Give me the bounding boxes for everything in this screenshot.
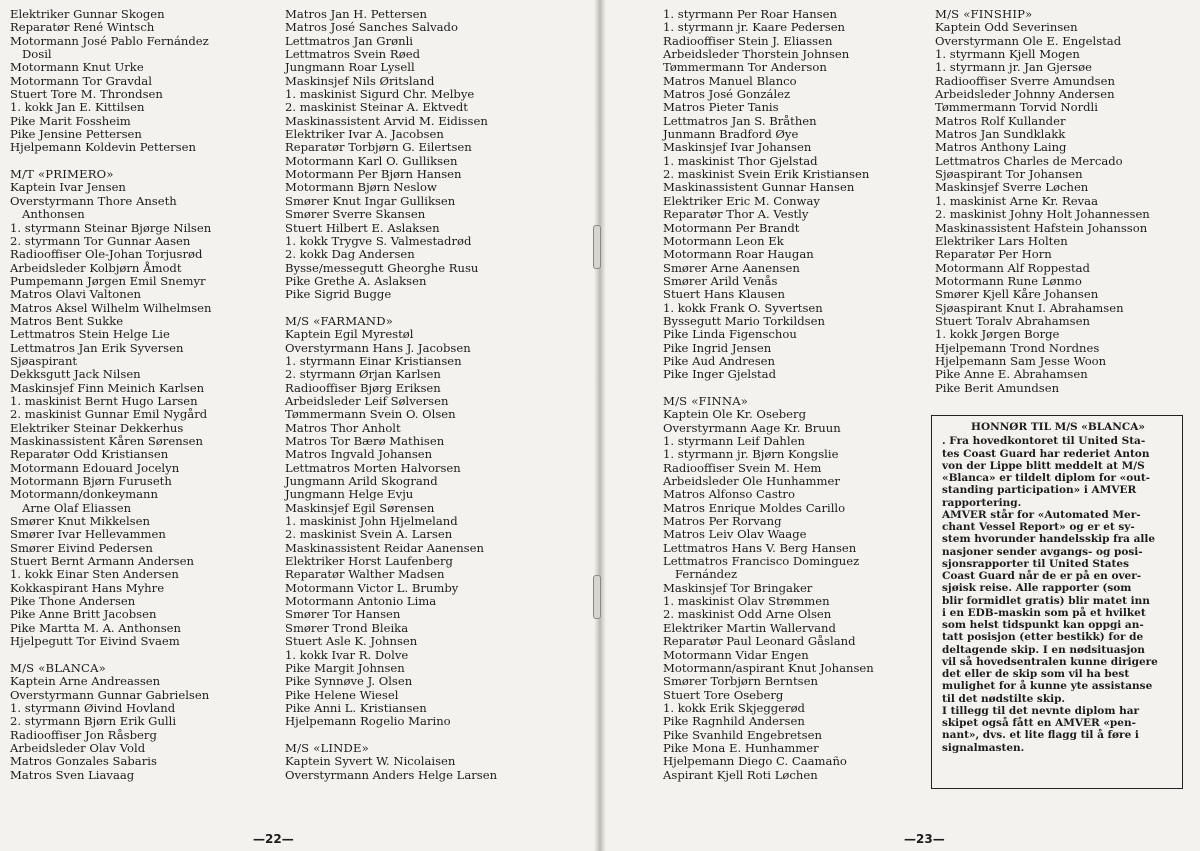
crew-entry: Hjelpemann Rogelio Marino [285,714,451,729]
crew-entry: Hjelpemann Koldevin Pettersen [10,140,196,155]
crew-entry: Bysse/messegutt Gheorghe Rusu [285,260,479,275]
crew-entry: Reparatør Thor A. Vestly [663,207,809,222]
crew-entry: 1. styrmann Leif Dahlen [663,434,805,448]
crew-entry: Maskinsjef Nils Øritsland [285,73,435,88]
crew-entry: Maskinsjef Finn Meinich Karlsen [10,380,205,395]
crew-entry: Hjelpemann Diego C. Caamaño [663,754,847,769]
crew-entry: Motormann Bjørn Furuseth [10,474,172,489]
crew-entry: Tømmermann Svein O. Olsen [285,407,456,422]
crew-entry: Motormann Roar Haugan [663,247,814,262]
crew-entry: 1. styrmann jr. Kaare Pedersen [663,20,846,35]
crew-entry: 1. maskinist Bernt Hugo Larsen [10,393,198,408]
crew-entry: Kaptein Odd Severinsen [935,20,1078,35]
ship-heading: M/S «BLANCA» [10,660,106,675]
crew-entry: Pike Grethe A. Aslaksen [285,273,427,288]
crew-entry: Pike Martta M. A. Anthonsen [10,620,181,635]
crew-entry: Matros Jan H. Pettersen [285,7,427,21]
crew-entry: Pike Anni L. Kristiansen [285,700,427,715]
crew-entry: Matros Alfonso Castro [663,487,795,502]
crew-entry: Matros Manuel Blanco [663,73,797,88]
crew-entry: Lettmatros Hans V. Berg Hansen [663,540,857,555]
crew-entry: Lettmatros Jan Erik Syversen [10,340,184,355]
crew-entry: Matros Leiv Olav Waage [663,527,807,542]
crew-entry: Matros Sven Liavaag [10,767,135,782]
honor-notice-line: von der Lippe blitt meddelt at M/S [942,459,1145,472]
section-spacer [663,382,874,395]
page-number-right: —23— [904,832,945,846]
ship-heading: M/S «LINDE» [285,740,369,755]
crew-entry: Sjøaspirant Tor Johansen [935,167,1083,182]
crew-entry: Lettmatros Svein Røed [285,47,421,62]
crew-entry: Motormann Karl O. Gulliksen [285,153,458,168]
crew-entry: Matros Anthony Laing [935,140,1067,155]
ship-heading: M/T «PRIMERO» [10,167,114,182]
ship-heading: M/S «FARMAND» [285,313,394,328]
staple-bottom [593,575,601,619]
crew-entry: Hjelpegutt Tor Eivind Svaem [10,634,180,649]
section-spacer [285,302,497,315]
crew-entry: Matros Enrique Moldes Carillo [663,500,846,515]
crew-entry: Radiooffiser Stein J. Eliassen [663,33,833,48]
crew-entry: Maskinsjef Egil Sørensen [285,500,435,515]
honor-notice-line: vil så hovedsentralen kunne dirigere [942,655,1158,668]
honor-notice-line: det eller de skip som vil ha best [942,668,1130,680]
crew-entry: 2. maskinist Steinar A. Ektvedt [285,100,468,115]
honor-notice-line: rapportering. [942,496,1022,509]
crew-entry: Motormann Vidar Engen [663,647,809,662]
crew-entry: Overstyrmann Thore Anseth [10,193,177,208]
crew-entry: Kokkaspirant Hans Myhre [10,580,165,595]
crew-entry: Elektriker Horst Laufenberg [285,554,453,569]
crew-entry: Maskinassistent Hafstein Johansson [935,220,1148,235]
crew-entry: Matros Ingvald Johansen [285,447,433,462]
honor-notice-box [931,415,1183,789]
crew-entry: Overstyrmann Ole E. Engelstad [935,33,1122,48]
crew-entry: Pike Margit Johnsen [285,660,405,675]
crew-entry: 1. styrmann Kjell Mogen [935,47,1080,62]
honor-notice-line: i en EDB-maskin som på et hvilket [942,606,1146,619]
crew-entry: Arne Olaf Eliassen [22,500,132,515]
crew-entry: Overstyrmann Gunnar Gabrielsen [10,687,210,702]
crew-entry: Motormann José Pablo Fernández [10,33,209,48]
crew-entry: Dekksgutt Jack Nilsen [10,367,141,382]
crew-entry: Tømmermann Tor Anderson [663,60,827,75]
crew-entry: Motormann Per Bjørn Hansen [285,167,462,182]
crew-entry: 1. kokk Jan E. Kittilsen [10,100,145,115]
crew-entry: Lettmatros Charles de Mercado [935,153,1123,168]
crew-entry: Arbeidsleder Thorstein Johnsen [663,47,850,62]
crew-entry: Radiooffiser Sverre Amundsen [935,73,1115,88]
crew-entry: Maskinsjef Ivar Johansen [663,140,812,155]
crew-entry: Reparatør René Wintsch [10,20,155,35]
crew-entry: Tømmermann Torvid Nordli [935,100,1098,115]
crew-entry: 2. styrmann Ørjan Karlsen [285,367,441,382]
crew-entry: Motormann/aspirant Knut Johansen [663,660,874,675]
crew-entry: Stuert Tore M. Throndsen [10,87,163,102]
honor-notice-line: blir formidlet gratis) blir matet inn [942,594,1150,607]
crew-entry: Matros José Sanches Salvado [285,20,458,35]
section-spacer [285,729,497,742]
crew-entry: Smører Torbjørn Berntsen [663,674,818,689]
crew-entry: Reparatør Paul Leonard Gåsland [663,634,856,649]
crew-entry: Motormann Victor L. Brumby [285,580,459,595]
crew-entry: Pike Anne E. Abrahamsen [935,367,1088,382]
crew-column-2 [285,8,497,782]
crew-entry: 1. styrmann Einar Kristiansen [285,353,462,368]
crew-entry: Smører Trond Bleika [285,620,409,635]
crew-entry: 1. maskinist Arne Kr. Revaa [935,193,1098,208]
crew-entry: Matros Per Rorvang [663,514,782,529]
crew-entry: Matros Tor Bærø Mathisen [285,434,445,448]
crew-entry: 2. maskinist Johny Holt Johannessen [935,207,1150,222]
crew-entry: 2. kokk Dag Andersen [285,247,415,262]
honor-notice-line: AMVER står for «Automated Mer- [942,508,1141,521]
honor-notice-line: til det nødstilte skip. [942,692,1066,705]
crew-entry: Motormann Rune Lønmo [935,273,1082,288]
booklet-gutter [594,0,606,851]
crew-entry: Elektriker Eric M. Conway [663,193,820,208]
crew-entry: Smører Arne Aanensen [663,260,800,275]
crew-entry: Pike Jensine Pettersen [10,127,142,142]
crew-entry: 2. styrmann Tor Gunnar Aasen [10,233,191,248]
crew-entry: Lettmatros Jan S. Bråthen [663,113,817,128]
crew-entry: 1. maskinist Thor Gjelstad [663,153,818,168]
crew-entry: 2. styrmann Bjørn Erik Gulli [10,714,177,729]
crew-entry: Arbeidsleder Ole Hunhammer [663,474,840,489]
crew-entry: Stuert Bernt Armann Andersen [10,554,194,569]
crew-entry: 1. styrmann jr. Jan Gjersøe [935,60,1092,75]
ship-heading: M/S «FINNA» [663,393,749,408]
crew-entry: Radiooffiser Ole-Johan Torjusrød [10,247,203,262]
crew-entry: Hjelpemann Trond Nordnes [935,340,1100,355]
crew-entry: Pike Berit Amundsen [935,380,1060,395]
crew-entry: Pumpemann Jørgen Emil Snemyr [10,273,206,288]
crew-entry: 2. maskinist Svein Erik Kristiansen [663,167,870,182]
section-spacer [10,155,211,168]
crew-entry: Stuert Hilbert E. Aslaksen [285,220,440,235]
crew-entry: Arbeidsleder Leif Sølversen [285,393,449,408]
crew-entry: Overstyrmann Hans J. Jacobsen [285,340,471,355]
crew-entry: Pike Aud Andresen [663,353,775,368]
crew-entry: Kaptein Egil Myrestøl [285,327,414,342]
crew-entry: Sjøaspirant [10,353,78,368]
page-number-left: —22— [253,832,294,846]
honor-notice-line: deltagende skip. I en nødsituasjon [942,643,1145,656]
crew-entry: Smører Sverre Skansen [285,207,426,222]
crew-entry: Overstyrmann Anders Helge Larsen [285,767,498,782]
crew-entry: Kaptein Syvert W. Nicolaisen [285,754,456,769]
crew-entry: Pike Mona E. Hunhammer [663,740,819,755]
crew-entry: Reparatør Walther Madsen [285,567,445,582]
crew-entry: Pike Ingrid Jensen [663,340,772,355]
crew-column-1 [10,8,211,782]
crew-entry: Smører Arild Venås [663,273,778,288]
crew-entry: Aspirant Kjell Roti Løchen [663,767,818,782]
crew-entry: Motormann Antonio Lima [285,594,437,609]
crew-entry: Matros Jan Sundklakk [935,127,1066,142]
staple-top [593,225,601,269]
crew-entry: Pike Inger Gjelstad [663,367,777,382]
crew-entry: 1. styrmann Per Roar Hansen [663,7,837,21]
section-spacer [10,649,211,662]
crew-entry: Elektriker Martin Wallervand [663,620,836,635]
honor-notice-line: nant», dvs. et lite flagg til å føre i [942,729,1139,742]
honor-notice-line: chant Vessel Report» og er et sy- [942,521,1135,533]
crew-entry: Matros Olavi Valtonen [10,287,142,302]
honor-notice-line: som helst tidspunkt kan oppgi an- [942,619,1144,631]
crew-entry: Fernández [675,567,738,582]
crew-entry: Matros Aksel Wilhelm Wilhelmsen [10,300,212,315]
crew-entry: Motormann/donkeymann [10,487,158,502]
honor-notice-line: I tillegg til det nevnte diplom har [942,704,1140,717]
crew-entry: Motormann Edouard Jocelyn [10,460,180,475]
crew-column-3 [663,8,874,782]
crew-entry: Stuert Tore Oseberg [663,687,784,702]
crew-entry: Maskinsjef Tor Bringaker [663,580,813,595]
crew-entry: Stuert Hans Klausen [663,287,785,302]
crew-entry: Elektriker Gunnar Skogen [10,7,165,21]
crew-entry: Maskinassistent Reidar Aanensen [285,540,484,555]
crew-entry: Lettmatros Morten Halvorsen [285,460,461,475]
crew-entry: Matros José González [663,87,791,102]
honor-notice-line: mulighet for å kunne yte assistanse [942,680,1153,693]
honor-notice-line: standing participation» i AMVER [942,484,1137,497]
crew-entry: Reparatør Odd Kristiansen [10,447,169,462]
crew-entry: Smører Tor Hansen [285,607,401,622]
honor-notice-line: tatt posisjon (etter bestikk) for de [942,631,1144,644]
crew-entry: 2. maskinist Odd Arne Olsen [663,607,832,622]
crew-entry: Kaptein Arne Andreassen [10,674,161,689]
crew-entry: Stuert Asle K. Johnsen [285,634,418,649]
crew-entry: Motormann Leon Ek [663,233,784,248]
crew-entry: Smører Eivind Pedersen [10,540,153,555]
crew-entry: Elektriker Lars Holten [935,233,1068,248]
crew-entry: Motormann Alf Roppestad [935,260,1090,275]
ship-heading: M/S «FINSHIP» [935,7,1033,21]
honor-notice-title: HONNØR TIL M/S «BLANCA» [971,421,1145,433]
crew-entry: Jungmann Roar Lysell [285,60,415,75]
crew-entry: Pike Sigrid Bugge [285,287,392,302]
crew-entry: Pike Marit Fossheim [10,113,131,128]
crew-entry: 1. kokk Frank O. Syvertsen [663,300,823,315]
honor-notice-line: . Fra hovedkontoret til United Sta- [942,435,1146,448]
honor-notice-line: sjonsrapporter til United States [942,557,1130,570]
crew-entry: 2. maskinist Svein A. Larsen [285,527,453,542]
crew-entry: Hjelpemann Sam Jesse Woon [935,353,1107,368]
crew-entry: Smører Ivar Hellevammen [10,527,166,542]
honor-notice-line: nasjoner sender avgangs- og posi- [942,545,1143,558]
crew-entry: Kaptein Ivar Jensen [10,180,126,195]
crew-entry: Lettmatros Jan Grønli [285,33,413,48]
crew-entry: Motormann Bjørn Neslow [285,180,437,195]
crew-entry: Jungmann Arild Skogrand [285,474,438,489]
crew-entry: Reparatør Torbjørn G. Eilertsen [285,140,472,155]
crew-entry: Junmann Bradford Øye [663,127,799,142]
honor-notice-line: stem hvorunder handelsskip fra alle [942,533,1156,546]
honor-notice-line: Coast Guard når de er på en over- [942,570,1142,582]
crew-entry: Arbeidsleder Johnny Andersen [935,87,1115,102]
crew-entry: Elektriker Steinar Dekkerhus [10,420,184,435]
crew-entry: Pike Helene Wiesel [285,687,399,702]
honor-notice-body [942,435,1174,754]
crew-entry: 1. maskinist Sigurd Chr. Melbye [285,87,475,102]
crew-entry: Pike Ragnhild Andersen [663,714,805,729]
crew-entry: Maskinassistent Kåren Sørensen [10,434,203,448]
crew-entry: Matros Thor Anholt [285,420,401,435]
crew-entry: Arbeidsleder Olav Vold [10,740,146,755]
crew-entry: Lettmatros Francisco Dominguez [663,554,860,569]
crew-entry: Overstyrmann Aage Kr. Bruun [663,420,841,435]
crew-entry: Jungmann Helge Evju [285,487,414,502]
crew-entry: Smører Kjell Kåre Johansen [935,287,1099,302]
crew-entry: 1. maskinist Olav Strømmen [663,594,830,609]
crew-entry: Reparatør Per Horn [935,247,1052,262]
honor-notice-line: skipet også fått en AMVER «pen- [942,717,1136,729]
crew-entry: Arbeidsleder Kolbjørn Åmodt [10,260,182,275]
honor-notice-line: signalmasten. [942,741,1025,754]
crew-entry: Pike Thone Andersen [10,594,136,609]
crew-entry: Smører Knut Mikkelsen [10,514,150,529]
honor-notice-line: «Blanca» er tildelt diplom for «out- [942,472,1151,484]
crew-entry: Radiooffiser Svein M. Hem [663,460,822,475]
crew-entry: 1. kokk Trygve S. Valmestadrød [285,233,472,248]
crew-entry: Matros Rolf Kullander [935,113,1066,128]
crew-entry: Matros Pieter Tanis [663,100,779,115]
crew-entry: Stuert Toralv Abrahamsen [935,313,1090,328]
crew-entry: Sjøaspirant Knut I. Abrahamsen [935,300,1124,315]
crew-entry: Lettmatros Stein Helge Lie [10,327,170,342]
crew-column-4 [935,8,1150,395]
crew-entry: 1. kokk Ivar R. Dolve [285,647,409,662]
crew-entry: 2. maskinist Gunnar Emil Nygård [10,407,208,422]
crew-entry: Maskinassistent Arvid M. Eidissen [285,113,488,128]
crew-entry: 1. styrmann Øivind Hovland [10,700,176,715]
crew-entry: Motormann Tor Gravdal [10,73,152,88]
crew-entry: Matros Bent Sukke [10,313,124,328]
crew-entry: Smører Knut Ingar Gulliksen [285,193,456,208]
crew-entry: 1. styrmann Steinar Bjørge Nilsen [10,220,212,235]
crew-entry: Motormann Per Brandt [663,220,800,235]
crew-entry: Matros Gonzales Sabaris [10,754,157,769]
crew-entry: Pike Svanhild Engebretsen [663,727,822,742]
crew-entry: 1. kokk Jørgen Borge [935,327,1060,342]
crew-entry: Pike Synnøve J. Olsen [285,674,413,689]
crew-entry: Maskinassistent Gunnar Hansen [663,180,855,195]
crew-entry: Pike Linda Figenschou [663,327,797,342]
crew-entry: Byssegutt Mario Torkildsen [663,313,825,328]
crew-entry: Kaptein Ole Kr. Oseberg [663,407,806,422]
crew-entry: 1. kokk Einar Sten Andersen [10,567,179,582]
crew-entry: 1. styrmann jr. Bjørn Kongslie [663,447,839,462]
crew-entry: Maskinsjef Sverre Løchen [935,180,1089,195]
crew-entry: 1. maskinist John Hjelmeland [285,514,458,529]
crew-entry: Anthonsen [22,207,85,222]
crew-entry: Elektriker Ivar A. Jacobsen [285,127,444,142]
crew-entry: Motormann Knut Urke [10,60,144,75]
honor-notice-line: tes Coast Guard har rederiet Anton [942,447,1150,460]
crew-entry: Pike Anne Britt Jacobsen [10,607,157,622]
crew-entry: 1. kokk Erik Skjeggerød [663,700,805,715]
crew-entry: Radiooffiser Bjørg Eriksen [285,380,441,395]
crew-entry: Radiooffiser Jon Råsberg [10,727,157,742]
honor-notice-line: sjøisk reise. Alle rapporter (som [942,582,1132,595]
crew-entry: Dosil [22,47,52,62]
